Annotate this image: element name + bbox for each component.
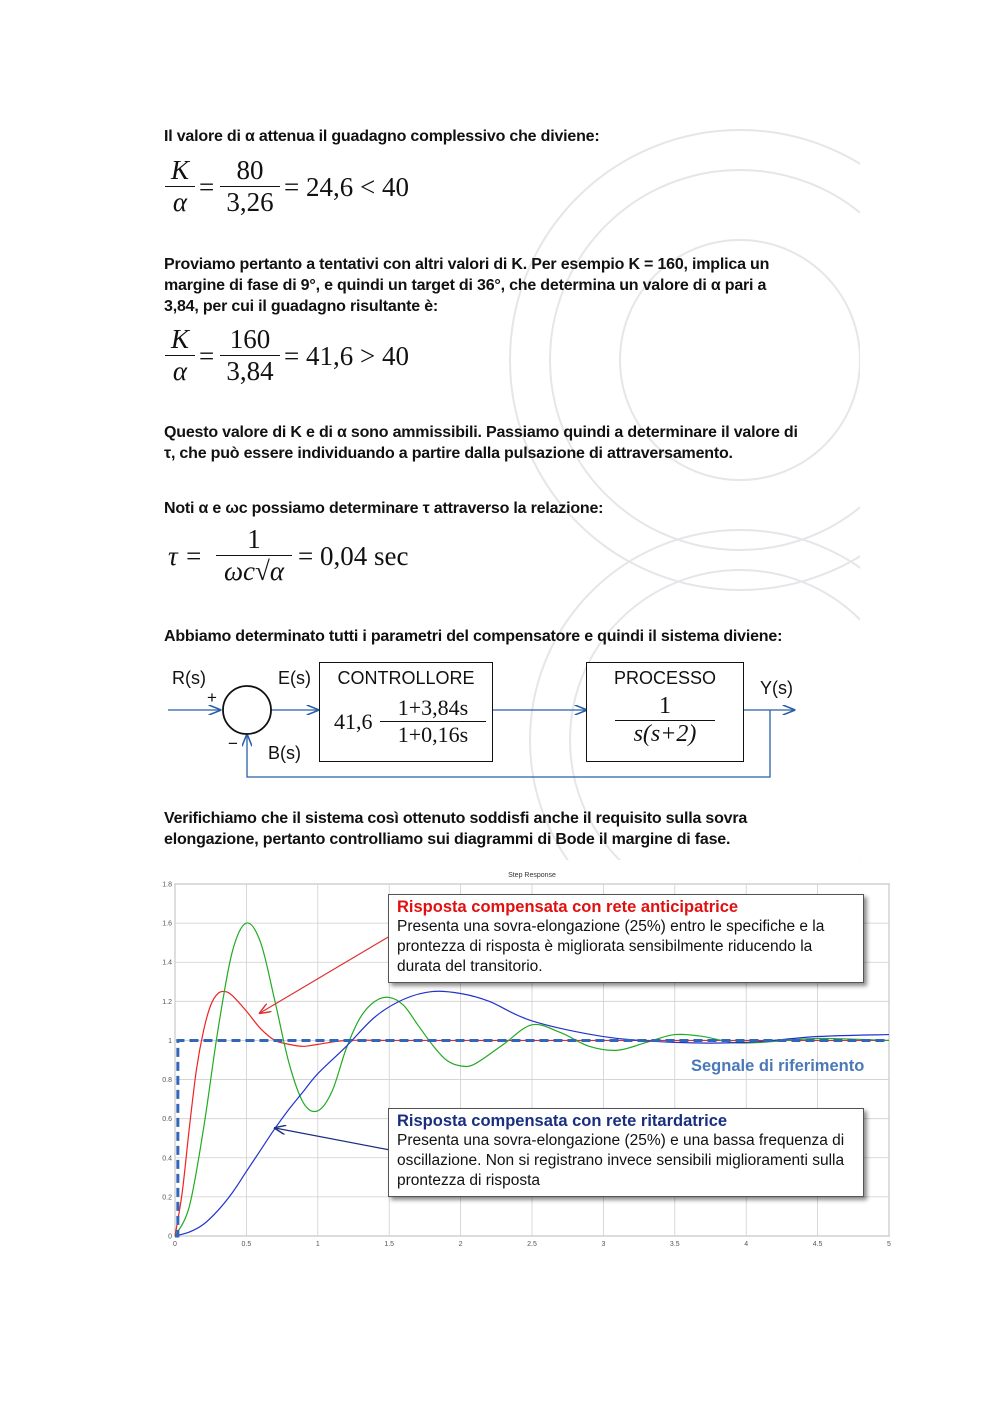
eq3-num: 1 — [247, 524, 261, 554]
eq2-rhs: = 41,6 > 40 — [284, 341, 409, 371]
x-tick-label: 0 — [173, 1241, 177, 1248]
annotation-lag-title: Risposta compensata con rete ritardatrice — [397, 1112, 728, 1130]
y-tick-label: 1.8 — [162, 881, 172, 889]
paragraph-gain: Il valore di α attenua il guadagno complessivo che diviene: — [164, 128, 600, 145]
y-tick-label: 0.6 — [162, 1116, 172, 1124]
y-tick-label: 1.6 — [162, 920, 172, 928]
annotation-lead — [388, 894, 864, 983]
paragraph-system: Abbiamo determinato tutti i parametri del compensatore e quindi il sistema diviene: — [164, 628, 783, 645]
paragraph-admissible-line2: τ, che può essere individuando a partire dalla pulsazione di attraversamento. — [164, 445, 733, 462]
y-tick-label: 1.4 — [162, 959, 172, 967]
y-tick-label: 0.4 — [162, 1155, 172, 1163]
process-num: 1 — [659, 693, 671, 719]
y-tick-label: 0 — [168, 1233, 172, 1241]
eq2-lhs-den: α — [165, 355, 195, 387]
annotation-lag — [388, 1108, 864, 1197]
eq3-rhs: = 0,04 sec — [298, 541, 409, 571]
annotation-lead-title: Risposta compensata con rete anticipatrice — [397, 898, 739, 916]
signal-r: R(s) — [172, 668, 206, 688]
process-block — [586, 662, 744, 762]
y-tick-label: 0.2 — [162, 1194, 172, 1202]
y-tick-label: 1.2 — [162, 998, 172, 1006]
signal-b: B(s) — [268, 743, 301, 763]
eq1-num: 80 — [236, 155, 264, 185]
process-title: PROCESSO — [613, 668, 717, 688]
x-tick-label: 2.5 — [527, 1241, 537, 1248]
eq3-lhs: τ = — [168, 541, 203, 571]
controller-num: 1+3,84s — [397, 695, 469, 720]
chart-title: Step Response — [508, 872, 556, 879]
sign-minus: − — [228, 734, 238, 753]
eq1-rhs: = 24,6 < 40 — [284, 172, 409, 202]
paragraph-tau: Noti α e ωc possiamo determinare τ attraverso la relazione: — [164, 500, 604, 517]
sign-plus: + — [207, 688, 217, 707]
eq1-lhs-den: α — [165, 186, 195, 218]
x-tick-label: 1 — [315, 1241, 320, 1248]
controller-gain: 41,6 — [334, 709, 373, 734]
paragraph-k160-line3: 3,84, per cui il guadagno risultante è: — [164, 298, 439, 315]
eq2-lhs-num: K — [170, 324, 189, 354]
paragraph-verify-line2: elongazione, pertanto controlliamo sui diagrammi di Bode il margine di fase. — [164, 831, 731, 848]
y-tick-label: 0.8 — [162, 1077, 172, 1085]
eq1-den: 3,26 — [220, 186, 280, 218]
x-tick-label: 4.5 — [812, 1241, 823, 1248]
x-tick-label: 4 — [744, 1241, 749, 1248]
paragraph-admissible-line1: Questo valore di K e di α sono ammissibili. Passiamo quindi a determinare il valore di — [164, 424, 798, 441]
y-tick-label: 1 — [168, 1037, 172, 1045]
eq2-num: 160 — [229, 324, 271, 354]
signal-e: E(s) — [278, 668, 311, 688]
paragraph-verify-line1: Verifichiamo che il sistema così ottenuto soddisfi anche il requisito sulla sovra — [164, 810, 748, 827]
x-tick-label: 3 — [601, 1241, 606, 1248]
annotation-lag-body: Presenta una sovra-elongazione (25%) e una bassa frequenza di oscillazione. Non si registrano invece sensibili miglioramenti sulla prontezza di risposta — [397, 1132, 845, 1189]
controller-den: 1+0,16s — [380, 721, 486, 748]
paragraph-k160-line2: margine di fase di 9°, e quindi un target di 36°, che determina un valore di α pari a — [164, 277, 767, 294]
controller-title: CONTROLLORE — [337, 668, 475, 688]
controller-block — [319, 662, 493, 762]
process-den: s(s+2) — [615, 720, 715, 748]
eq3-den: ωc√α — [216, 555, 292, 587]
eq2-den: 3,84 — [220, 355, 280, 387]
signal-y: Y(s) — [760, 678, 793, 698]
x-tick-label: 5 — [887, 1241, 891, 1248]
paragraph-k160-line1: Proviamo pertanto a tentativi con altri valori di K. Per esempio K = 160, implica un — [164, 256, 770, 273]
eq1-lhs-num: K — [170, 155, 189, 185]
reference-signal-label: Segnale di riferimento — [691, 1057, 865, 1075]
x-tick-label: 0.5 — [241, 1241, 252, 1248]
x-tick-label: 1.5 — [384, 1241, 395, 1248]
x-tick-label: 2 — [458, 1241, 463, 1248]
annotation-lead-body: Presenta una sovra-elongazione (25%) entro le specifiche e la prontezza di risposta è migliorata sensibilmente riducendo la durata del transitorio. — [397, 918, 825, 975]
step-response-chart — [160, 868, 900, 1253]
summing-junction — [223, 686, 271, 734]
x-tick-label: 3.5 — [669, 1241, 680, 1248]
